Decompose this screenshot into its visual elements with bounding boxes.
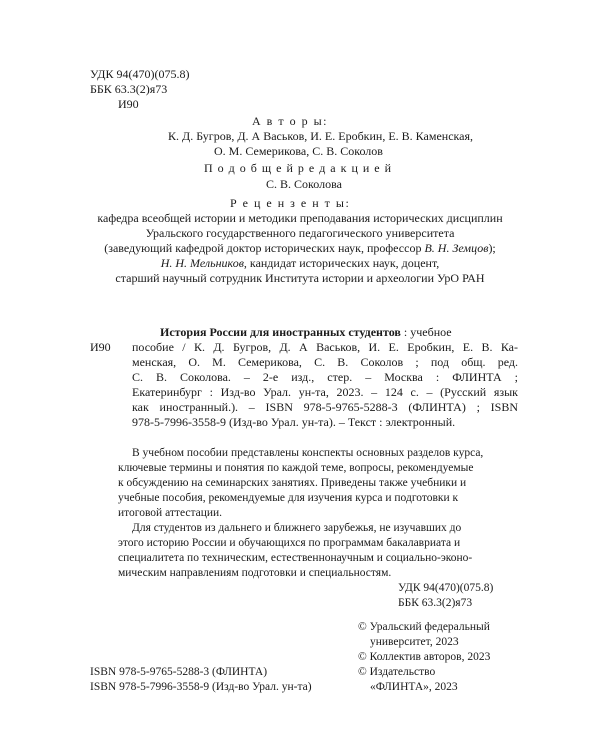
abstract-p2-line: Для студентов из дальнего и ближнего зарубежья, не изучавших до <box>132 522 462 534</box>
abstract-p1-line: учебные пособия, рекомендуемые для изучения курса и подготовки к <box>118 492 459 504</box>
header-index: И90 <box>118 97 139 111</box>
bib-line-5: Екатеринбург : Изд-во Урал. ун-та, 2023. – 124 с. – (Русский язык <box>132 385 518 399</box>
editor-heading: П о д о б щ е й р е д а к ц и е й <box>204 161 393 175</box>
reviewers-line-2: Уральского государственного педагогического университета <box>145 226 455 240</box>
bib-line-2: пособие / К. Д. Бугров, Д. А Васьков, И. Е. Еробкин, Е. В. Ка- <box>132 340 518 354</box>
copyright-line: © Уральский федеральный <box>358 621 490 633</box>
bib-index: И90 <box>90 340 111 354</box>
abstract-p1-line: к обсуждению на семинарских занятиях. Приведены также учебники и <box>118 477 467 489</box>
abstract-p1-line: ключевые термины и понятия по каждой теме, вопросы, рекомендуемые <box>118 462 474 474</box>
abstract-p2-line: этого историю России и обучающихся по программам бакалавриата и <box>118 537 461 549</box>
authors-heading: А в т о р ы: <box>252 114 328 128</box>
isbn-line-1: ISBN 978-5-9765-5288-3 (ФЛИНТА) <box>90 666 268 678</box>
reviewers-line-4: Н. Н. Мельников, кандидат исторических наук, доцент, <box>160 256 440 270</box>
bib-body <box>132 340 518 430</box>
isbn-line-2: ISBN 978-5-7996-3558-9 (Изд-во Урал. ун-та) <box>90 681 312 693</box>
abstract-paragraph-1 <box>118 446 512 521</box>
copyright-line: «ФЛИНТА», 2023 <box>370 681 458 693</box>
reviewers-line-1: кафедра всеобщей истории и методики преподавания исторических дисциплин <box>97 211 503 225</box>
reviewers-line-5: старший научный сотрудник Института истории и археологии УрО РАН <box>115 271 485 285</box>
bib-line-3: менская, О. М. Семерикова, С. В. Соколов ; под общ. ред. <box>132 355 518 369</box>
footer-bbk: ББК 63.3(2)я73 <box>398 597 473 609</box>
header-udk: УДК 94(470)(075.8) <box>90 67 190 81</box>
bib-line-6: как иностранный.). – ISBN 978-5-9765-5288-3 (ФЛИНТА) ; ISBN <box>132 400 518 414</box>
editor-name: С. В. Соколова <box>266 177 342 191</box>
authors-line-2: О. М. Семерикова, С. В. Соколов <box>214 144 383 158</box>
footer-udk: УДК 94(470)(075.8) <box>398 582 494 594</box>
bib-line-1: История России для иностранных студентов : учебное <box>160 325 452 339</box>
reviewers-heading: Р е ц е н з е н т ы: <box>230 196 351 210</box>
abstract-p2-line: мическим направлениям подготовки и специальностям. <box>118 567 392 579</box>
abstract-p2-line: специалитета по техническим, естественнонаучным и социально-эконо- <box>118 552 473 564</box>
authors-line-1: К. Д. Бугров, Д. А Васьков, И. Е. Еробкин, Е. В. Каменская, <box>168 129 474 143</box>
bib-line-4: С. В. Соколова. – 2-е изд., стер. – Москва : ФЛИНТА ; <box>132 370 518 384</box>
abstract-paragraph-2 <box>118 521 512 581</box>
bib-line-7: 978-5-7996-3558-9 (Изд-во Урал. ун-та). – Текст : электронный. <box>132 415 456 429</box>
copyright-line: © Издательство <box>358 666 436 678</box>
abstract-p1-line: итоговой аттестации. <box>118 507 223 519</box>
header-bbk: ББК 63.3(2)я73 <box>90 82 168 96</box>
copyright-block <box>358 620 490 695</box>
abstract-p1-line: В учебном пособии представлены конспекты основных разделов курса, <box>132 447 484 459</box>
reviewers-line-3: (заведующий кафедрой доктор исторических наук, профессор В. Н. Земцов); <box>104 241 496 255</box>
copyright-line: университет, 2023 <box>370 636 459 648</box>
copyright-line: © Коллектив авторов, 2023 <box>358 651 491 663</box>
